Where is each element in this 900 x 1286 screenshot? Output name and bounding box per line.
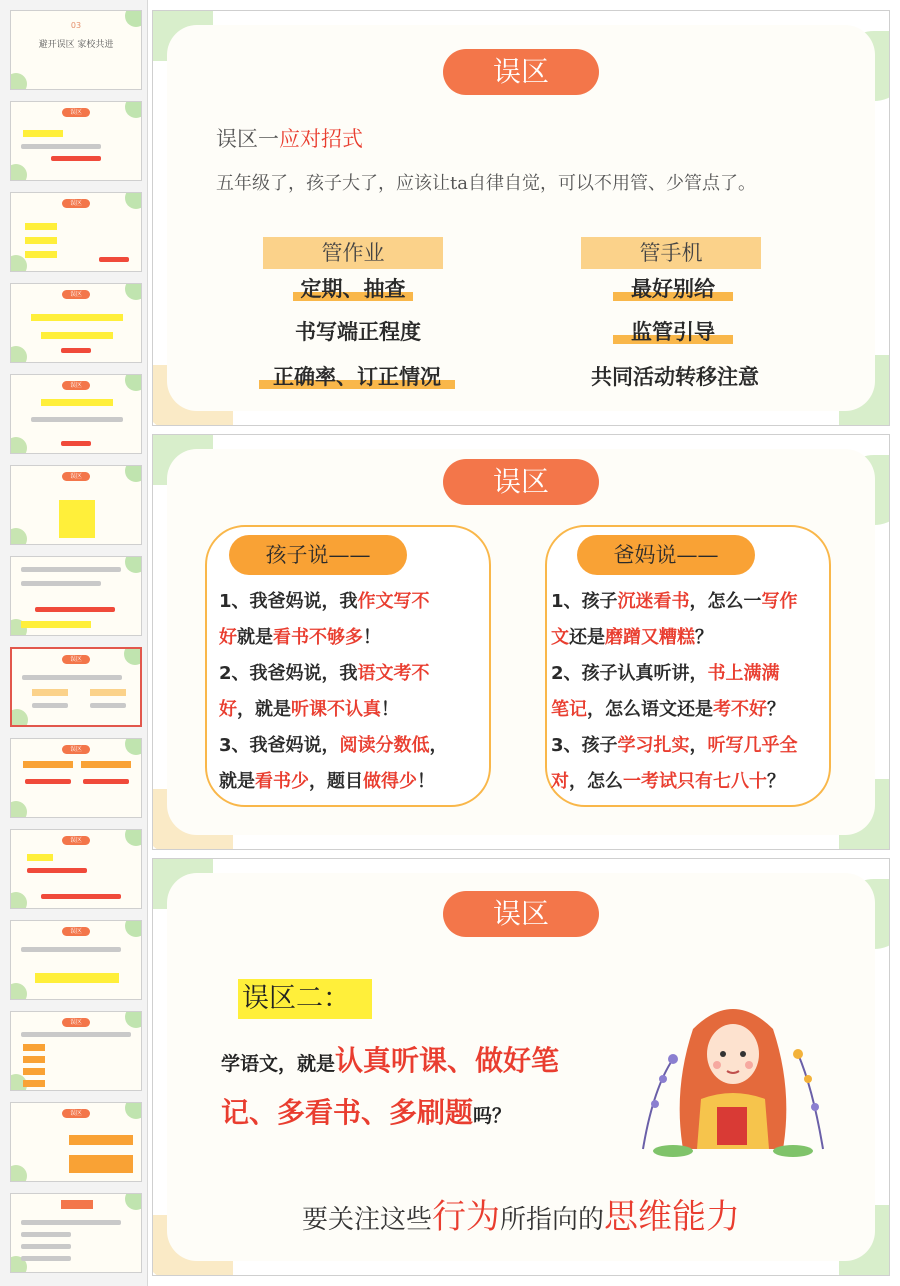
thumb-pill: 误区 [62,836,90,845]
girl-reading-illustration [633,999,833,1159]
thumb-box [25,223,57,230]
thumb-pill: 误区 [62,472,90,481]
homework-item: 书写端正程度 [295,320,421,344]
slide-child-vs-parent [152,434,890,850]
speech-line: 1、孩子沉迷看书，怎么一写作 [551,591,798,612]
thumb-box [23,761,73,768]
slide-thumbnail-5[interactable] [10,374,142,454]
leaf-decoration [125,465,142,482]
thumb-box [61,1200,93,1209]
leaf-decoration [125,1011,142,1028]
thumb-line [21,567,121,572]
leaf-decoration [10,437,27,454]
thumb-line [21,144,101,149]
phone-item: 最好别给 [613,273,733,303]
thumb-line [21,1220,121,1225]
leaf-decoration [125,101,142,118]
slide-thumbnail-10[interactable] [10,829,142,909]
thumb-number: 03 [70,21,82,30]
homework-heading: 管作业 [263,237,443,269]
thumb-red-line [99,257,129,262]
thumb-line [21,581,101,586]
speech-line: 文还是磨蹭又糟糕？ [551,627,713,648]
bottom-conclusion: 要关注这些行为所指向的思维能力 [301,1197,741,1237]
thumb-line [21,1032,131,1037]
slide-thumbnail-4[interactable] [10,283,142,363]
leaf-decoration [10,528,27,545]
thumb-title: 避开误区 家校共进 [38,40,114,50]
leaf-decoration [10,709,28,727]
thumb-box [59,500,95,538]
slide-thumbnail-12[interactable] [10,1011,142,1091]
leaf-decoration [10,1165,27,1182]
section-subtitle [216,123,363,153]
slide-misconception-two [152,858,890,1276]
thumb-red-line [51,156,101,161]
misconception-title-pill: 误区 [443,49,599,95]
misconception-title-pill: 误区 [443,891,599,937]
thumb-line [21,1256,71,1261]
speech-line: 就是看书少，题目做得少！ [219,771,435,792]
leaf-decoration [125,556,142,573]
leaf-decoration [125,374,142,391]
leaf-decoration [125,920,142,937]
thumb-pill: 误区 [62,745,90,754]
slide-thumbnail-7[interactable] [10,556,142,636]
thumb-line [31,417,123,422]
misconception-two-tag: 误区二： [238,979,372,1019]
statement-line-2: 记、多看书、多刷题吗？ [221,1096,512,1129]
slide-thumbnail-3[interactable] [10,192,142,272]
thumb-pill: 误区 [62,290,90,299]
leaf-decoration [125,738,142,755]
leaf-decoration [10,73,27,90]
thumb-pill: 误区 [62,655,90,664]
speech-line: 3、孩子学习扎实，听写几乎全 [551,735,798,756]
slide-thumbnail-2[interactable] [10,101,142,181]
thumb-box [21,621,91,628]
slide-thumbnail-11[interactable] [10,920,142,1000]
thumb-red-line [35,607,115,612]
thumb-pill: 误区 [62,927,90,936]
slide-misconception-one [152,10,890,426]
thumb-line [21,947,121,952]
thumb-pill: 误区 [62,1018,90,1027]
thumb-box [23,1068,45,1075]
homework-item: 正确率、订正情况 [259,361,455,391]
thumb-line [90,703,126,708]
phone-item: 监管引导 [613,316,733,346]
speech-line: 2、我爸妈说，我语文考不 [219,663,430,684]
thumb-line [21,1244,71,1249]
speech-line: 1、我爸妈说，我作文写不 [219,591,430,612]
phone-heading: 管手机 [581,237,761,269]
thumb-red-line [61,441,91,446]
child-says-tag: 孩子说—— [229,535,407,575]
thumb-box [32,689,68,696]
leaf-decoration [125,283,142,300]
thumb-box [25,237,57,244]
thumb-box [23,1080,45,1087]
leaf-decoration [10,983,27,1000]
thumb-highlight [23,130,63,137]
slide-thumbnail-sidebar [0,0,148,1286]
thumb-pill: 误区 [62,199,90,208]
thumb-box [23,1056,45,1063]
thumb-box [69,1135,133,1145]
thumb-pill: 误区 [62,1109,90,1118]
thumb-box [41,399,113,406]
thumb-box [35,973,119,983]
leaf-decoration [10,164,27,181]
thumb-red-line [41,894,121,899]
thumb-line [32,703,68,708]
thumb-red-line [61,348,91,353]
speech-line: 好，就是听课不认真！ [219,699,399,720]
subtitle-prefix: 误区一 [216,127,279,151]
leaf-decoration [10,892,27,909]
slide-thumbnail-9[interactable] [10,738,142,818]
speech-line: 对，怎么一考试只有七八十？ [551,771,785,792]
speech-line: 3、我爸妈说，阅读分数低， [219,735,448,756]
thumb-box [31,314,123,321]
leaf-decoration [10,346,27,363]
slide-thumbnail-1[interactable] [10,10,142,90]
leaf-decoration [125,829,142,846]
statement-line-1: 学语文，就是认真听课、做好笔 [221,1044,560,1077]
thumb-box [69,1155,133,1173]
leaf-decoration [125,1193,142,1210]
leaf-decoration [10,801,27,818]
thumb-pill: 误区 [62,108,90,117]
phone-item: 共同活动转移注意 [591,365,759,389]
homework-item: 定期、抽查 [293,273,413,303]
thumb-line [21,1232,71,1237]
slide-thumbnail-14[interactable] [10,1193,142,1273]
subtitle-highlight: 应对招式 [279,127,363,151]
parent-says-tag: 爸妈说—— [577,535,755,575]
thumb-box [81,761,131,768]
thumb-pill: 误区 [62,381,90,390]
slide-thumbnail-8[interactable] [10,647,142,727]
misconception-title-pill: 误区 [443,459,599,505]
misconception-description: 五年级了，孩子大了，应该让ta自律自觉，可以不用管、少管点了。 [216,173,756,194]
thumb-box [90,689,126,696]
thumb-box [41,332,113,339]
thumb-box [27,854,53,861]
slide-thumbnail-13[interactable] [10,1102,142,1182]
speech-line: 好就是看书不够多！ [219,627,381,648]
leaf-decoration [124,647,142,665]
speech-line: 2、孩子认真听讲，书上满满 [551,663,780,684]
thumb-line [22,675,122,680]
leaf-decoration [125,1102,142,1119]
thumb-red-line [27,868,87,873]
thumb-box [25,251,57,258]
thumb-red-line [25,779,71,784]
leaf-decoration [125,192,142,209]
thumb-red-line [83,779,129,784]
slide-thumbnail-6[interactable] [10,465,142,545]
thumb-box [23,1044,45,1051]
speech-line: 笔记，怎么语文还是考不好？ [551,699,785,720]
